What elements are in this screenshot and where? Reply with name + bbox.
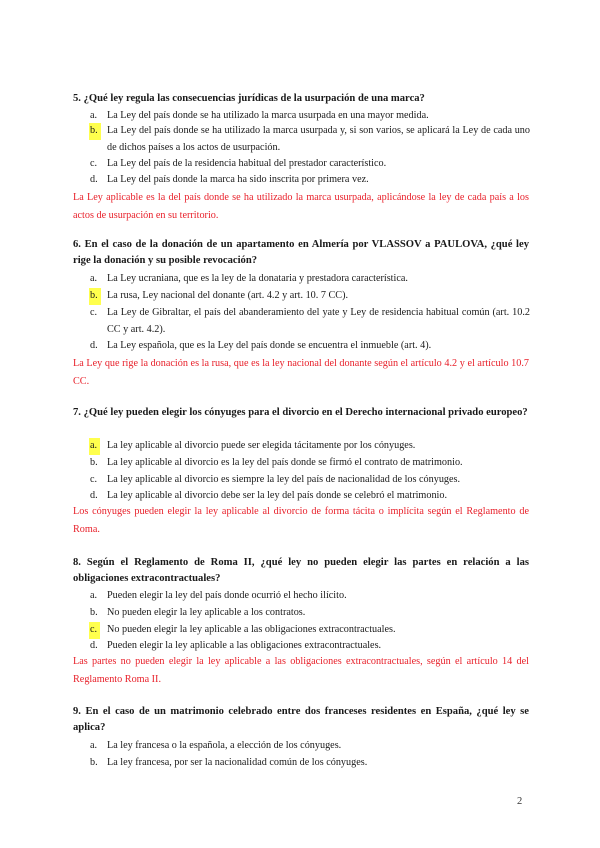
option-letter: a. (90, 590, 98, 601)
answer-7: Los cónyuges pueden elegir la ley aplicable al divorcio de forma tácita o implícita según el Reglamento de Roma. (73, 506, 529, 535)
option-text: La ley aplicable al divorcio es la ley del país donde se firmó el contrato de matrimonio. (107, 457, 463, 468)
answer-8: Las partes no pueden elegir la ley aplicable a las obligaciones extracontractuales, según el artículo 14 del Reglamento Roma II. (73, 656, 529, 685)
question-8: 8. Según el Reglamento de Roma II, ¿qué ley no pueden elegir las partes en relación a las obligaciones extracontractuales? (73, 557, 529, 585)
answer-6: La Ley que rige la donación es la rusa, que es la ley nacional del donante según el artículo 4.2 y el artículo 10.7 CC. (73, 358, 529, 387)
option-letter: c. (90, 474, 98, 485)
option-letter: d. (90, 640, 98, 651)
option-6d (90, 338, 530, 355)
option-text: La Ley del país donde la marca ha sido inscrita por primera vez. (107, 174, 369, 185)
question-7: 7. ¿Qué ley pueden elegir los cónyuges para el divorcio en el Derecho internacional privado europeo? (73, 407, 528, 418)
option-text: La ley aplicable al divorcio es siempre la ley del país de nacionalidad de los cónyuges. (107, 474, 461, 485)
option-letter: b. (90, 757, 98, 768)
option-letter-highlighted: b. (89, 123, 101, 140)
option-8c (90, 622, 530, 639)
option-text: No pueden elegir la ley aplicable a los contratos. (107, 607, 306, 618)
option-letter: d. (90, 174, 98, 185)
option-9b (90, 755, 530, 772)
option-7b (90, 455, 530, 472)
option-text: La Ley de Gibraltar, el país del abanderamiento del yate y Ley de residencia habitual común (art. 10.2 CC y art. 4.2). (107, 307, 530, 335)
option-letter-highlighted: c. (89, 622, 100, 639)
option-letter: d. (90, 340, 98, 351)
option-letter: c. (90, 158, 98, 169)
option-8a (90, 588, 530, 605)
option-text: Pueden elegir la ley aplicable a las obligaciones extracontractuales. (107, 640, 382, 651)
option-text: La Ley española, que es la Ley del país donde se encuentra el inmueble (art. 4). (107, 340, 432, 351)
option-5b (90, 123, 530, 156)
option-text: La rusa, Ley nacional del donante (art. 4.2 y art. 10. 7 CC). (107, 290, 349, 301)
page-number: 2 (517, 796, 523, 807)
option-7c (90, 472, 530, 489)
option-text: La ley francesa, por ser la nacionalidad común de los cónyuges. (107, 757, 368, 768)
option-text: No pueden elegir la ley aplicable a las obligaciones extracontractuales. (107, 624, 396, 635)
option-9a (90, 738, 530, 755)
answer-5: La Ley aplicable es la del país donde se ha utilizado la marca usurpada, aplicándose la ley de cada país a los actos de usurpación en su territorio. (73, 192, 529, 221)
option-text: La Ley del país donde se ha utilizado la marca usurpada en una mayor medida. (107, 110, 429, 121)
option-6c (90, 305, 530, 338)
option-7a (90, 438, 530, 455)
option-text: La ley aplicable al divorcio puede ser elegida tácitamente por los cónyuges. (107, 440, 416, 451)
option-letter-highlighted: b. (89, 288, 101, 305)
question-9: 9. En el caso de un matrimonio celebrado entre dos franceses residentes en España, ¿qué ley se aplica? (73, 706, 529, 734)
option-letter: a. (90, 740, 98, 751)
option-text: La Ley ucraniana, que es la ley de la donataria y prestadora característica. (107, 273, 408, 284)
option-letter: a. (90, 110, 98, 121)
question-6: 6. En el caso de la donación de un apartamento en Almería por VLASSOV a PAULOVA, ¿qué ley rige la donación y su posible revocación? (73, 239, 529, 267)
option-5d (90, 172, 530, 189)
option-5c (90, 156, 530, 173)
option-text: La Ley del país de la residencia habitual del prestador característico. (107, 158, 387, 169)
option-text: La Ley del país donde se ha utilizado la marca usurpada y, si son varios, se aplicará la Ley de cada uno de dichos países a los actos de usurpación. (107, 125, 530, 153)
option-8b (90, 605, 530, 622)
option-letter: a. (90, 273, 98, 284)
option-letter: b. (90, 457, 98, 468)
option-text: La ley aplicable al divorcio debe ser la ley del país donde se celebró el matrimonio. (107, 490, 448, 501)
option-6b (90, 288, 530, 305)
question-5: 5. ¿Qué ley regula las consecuencias jurídicas de la usurpación de una marca? (73, 93, 425, 104)
option-text: La ley francesa o la española, a elección de los cónyuges. (107, 740, 342, 751)
option-letter-highlighted: a. (89, 438, 100, 455)
option-letter: c. (90, 307, 98, 318)
option-text: Pueden elegir la ley del país donde ocurrió el hecho ilícito. (107, 590, 347, 601)
option-letter: d. (90, 490, 98, 501)
option-letter: b. (90, 607, 98, 618)
option-6a (90, 271, 530, 288)
